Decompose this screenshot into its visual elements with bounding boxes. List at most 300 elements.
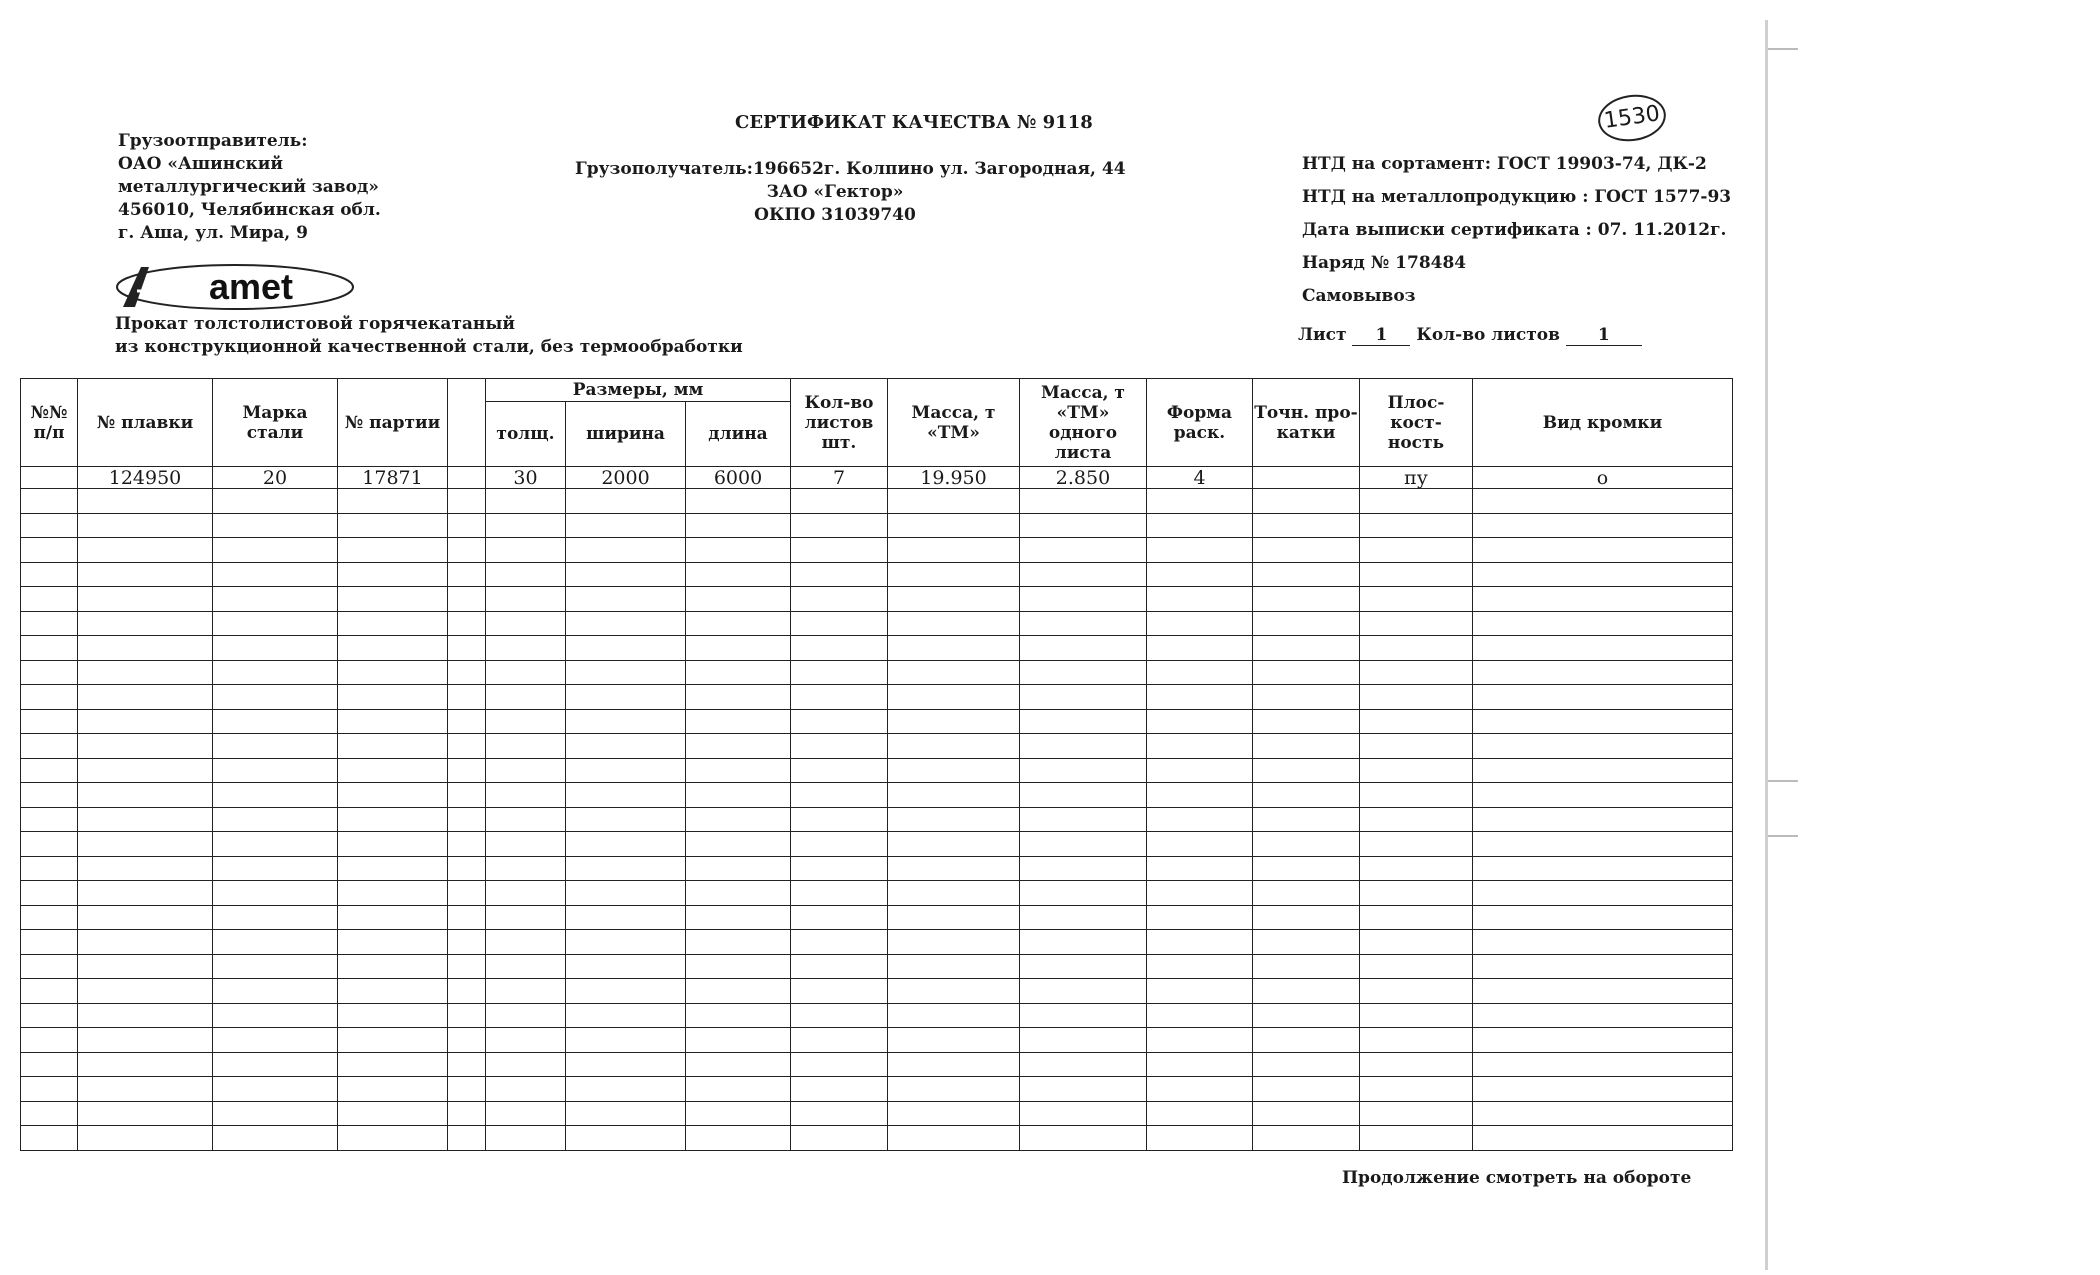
empty-cell: [78, 709, 213, 734]
empty-cell: [448, 1077, 486, 1102]
empty-cell: [1253, 905, 1360, 930]
empty-cell: [791, 709, 888, 734]
order-number: Наряд № 178484: [1302, 253, 1467, 273]
empty-cell: [338, 734, 448, 759]
empty-cell: [1360, 1077, 1473, 1102]
empty-cell: [888, 758, 1020, 783]
empty-cell: [1360, 709, 1473, 734]
header-count: Кол-во листов шт.: [791, 379, 888, 467]
empty-cell: [791, 538, 888, 563]
empty-cell: [486, 685, 566, 710]
empty-cell: [21, 758, 78, 783]
empty-cell: [78, 1052, 213, 1077]
empty-cell: [338, 636, 448, 661]
empty-cell: [338, 905, 448, 930]
cell-thickness: 30: [486, 467, 566, 489]
empty-cell: [566, 538, 686, 563]
empty-cell: [448, 783, 486, 808]
empty-cell: [213, 1101, 338, 1126]
empty-cell: [78, 1101, 213, 1126]
empty-cell: [888, 930, 1020, 955]
empty-cell: [448, 513, 486, 538]
empty-cell: [566, 905, 686, 930]
empty-cell: [791, 954, 888, 979]
empty-cell: [566, 856, 686, 881]
empty-cell: [1020, 538, 1147, 563]
sheet-count: 1: [1566, 325, 1642, 346]
empty-cell: [448, 1052, 486, 1077]
empty-cell: [888, 1101, 1020, 1126]
empty-cell: [1020, 513, 1147, 538]
empty-cell: [791, 562, 888, 587]
empty-cell: [888, 513, 1020, 538]
empty-cell: [1360, 685, 1473, 710]
empty-cell: [21, 1052, 78, 1077]
empty-cell: [448, 979, 486, 1004]
empty-cell: [1473, 513, 1733, 538]
empty-table-row: [21, 611, 1733, 636]
empty-cell: [566, 685, 686, 710]
empty-table-row: [21, 1126, 1733, 1151]
empty-cell: [78, 1077, 213, 1102]
header-mass-one: Масса, т «ТМ» одного листа: [1020, 379, 1147, 467]
empty-cell: [486, 1052, 566, 1077]
empty-cell: [338, 709, 448, 734]
empty-cell: [566, 611, 686, 636]
receiver-line: ОКПО 31039740: [754, 205, 916, 225]
empty-cell: [213, 954, 338, 979]
empty-cell: [1473, 832, 1733, 857]
empty-cell: [1147, 1077, 1253, 1102]
empty-cell: [338, 513, 448, 538]
empty-cell: [686, 881, 791, 906]
empty-table-row: [21, 783, 1733, 808]
empty-cell: [1473, 856, 1733, 881]
empty-cell: [1020, 905, 1147, 930]
empty-cell: [686, 783, 791, 808]
empty-cell: [448, 709, 486, 734]
empty-cell: [338, 1052, 448, 1077]
header-grade: Марка стали: [213, 379, 338, 467]
empty-cell: [1253, 954, 1360, 979]
empty-cell: [686, 807, 791, 832]
empty-cell: [888, 954, 1020, 979]
header-dimensions: Размеры, мм: [486, 379, 791, 402]
empty-cell: [1147, 905, 1253, 930]
empty-cell: [486, 1077, 566, 1102]
empty-cell: [566, 587, 686, 612]
empty-cell: [78, 979, 213, 1004]
empty-cell: [1147, 1052, 1253, 1077]
empty-cell: [486, 807, 566, 832]
empty-cell: [1020, 660, 1147, 685]
empty-cell: [448, 881, 486, 906]
empty-cell: [686, 1052, 791, 1077]
empty-cell: [686, 587, 791, 612]
cell-n: [21, 467, 78, 489]
empty-cell: [566, 930, 686, 955]
empty-cell: [791, 1101, 888, 1126]
empty-cell: [1473, 562, 1733, 587]
empty-cell: [1473, 611, 1733, 636]
empty-cell: [1020, 832, 1147, 857]
empty-cell: [686, 930, 791, 955]
empty-cell: [21, 611, 78, 636]
empty-cell: [486, 930, 566, 955]
empty-cell: [338, 1003, 448, 1028]
empty-cell: [1360, 489, 1473, 514]
empty-cell: [1020, 1101, 1147, 1126]
empty-cell: [888, 636, 1020, 661]
empty-cell: [1147, 930, 1253, 955]
empty-cell: [1020, 562, 1147, 587]
empty-cell: [448, 611, 486, 636]
empty-cell: [213, 1028, 338, 1053]
empty-cell: [1253, 660, 1360, 685]
empty-cell: [1253, 1126, 1360, 1151]
empty-cell: [213, 979, 338, 1004]
empty-cell: [338, 538, 448, 563]
empty-cell: [888, 1052, 1020, 1077]
empty-cell: [1360, 587, 1473, 612]
header-thickness: толщ.: [486, 402, 566, 467]
empty-cell: [448, 807, 486, 832]
empty-cell: [791, 513, 888, 538]
empty-cell: [686, 489, 791, 514]
empty-cell: [338, 1126, 448, 1151]
empty-cell: [1253, 881, 1360, 906]
empty-cell: [566, 734, 686, 759]
empty-cell: [791, 979, 888, 1004]
empty-cell: [21, 636, 78, 661]
empty-cell: [21, 881, 78, 906]
header-mass: Масса, т «ТМ»: [888, 379, 1020, 467]
empty-cell: [21, 832, 78, 857]
empty-cell: [1253, 709, 1360, 734]
empty-cell: [791, 587, 888, 612]
empty-cell: [78, 685, 213, 710]
empty-cell: [566, 979, 686, 1004]
empty-cell: [448, 905, 486, 930]
empty-cell: [566, 489, 686, 514]
empty-cell: [566, 758, 686, 783]
empty-cell: [21, 905, 78, 930]
empty-cell: [21, 1126, 78, 1151]
empty-cell: [21, 1101, 78, 1126]
empty-cell: [213, 734, 338, 759]
empty-cell: [1253, 538, 1360, 563]
empty-cell: [791, 660, 888, 685]
empty-cell: [888, 709, 1020, 734]
empty-cell: [888, 881, 1020, 906]
empty-cell: [791, 930, 888, 955]
empty-cell: [78, 562, 213, 587]
empty-cell: [1360, 1126, 1473, 1151]
empty-cell: [448, 930, 486, 955]
empty-cell: [1147, 611, 1253, 636]
empty-cell: [486, 905, 566, 930]
empty-cell: [1360, 807, 1473, 832]
empty-cell: [1147, 734, 1253, 759]
empty-cell: [1253, 489, 1360, 514]
empty-cell: [888, 538, 1020, 563]
empty-table-row: [21, 709, 1733, 734]
empty-table-row: [21, 636, 1733, 661]
empty-cell: [1147, 1101, 1253, 1126]
empty-cell: [888, 562, 1020, 587]
certificate-page: [0, 20, 1768, 1270]
empty-cell: [486, 489, 566, 514]
empty-table-row: [21, 489, 1733, 514]
empty-cell: [566, 709, 686, 734]
empty-cell: [566, 832, 686, 857]
empty-cell: [1147, 783, 1253, 808]
empty-cell: [566, 881, 686, 906]
empty-cell: [1253, 611, 1360, 636]
ntd-block: [1302, 148, 1731, 313]
empty-cell: [686, 734, 791, 759]
sender-line: 456010, Челябинская обл.: [118, 200, 381, 220]
empty-cell: [486, 611, 566, 636]
empty-cell: [213, 709, 338, 734]
empty-cell: [1020, 783, 1147, 808]
empty-cell: [686, 954, 791, 979]
empty-cell: [791, 636, 888, 661]
receiver-block: [575, 158, 1126, 227]
empty-cell: [78, 783, 213, 808]
empty-cell: [888, 905, 1020, 930]
empty-cell: [888, 734, 1020, 759]
cell-length: 6000: [686, 467, 791, 489]
product-line: из конструкционной качественной стали, без термообработки: [115, 337, 743, 357]
empty-cell: [1360, 758, 1473, 783]
sender-line: г. Аша, ул. Мира, 9: [118, 223, 308, 243]
header-precision: Точн. про- катки: [1253, 379, 1360, 467]
empty-cell: [566, 562, 686, 587]
empty-cell: [566, 954, 686, 979]
empty-cell: [338, 1028, 448, 1053]
empty-cell: [1473, 881, 1733, 906]
empty-cell: [213, 856, 338, 881]
empty-cell: [21, 587, 78, 612]
empty-cell: [78, 489, 213, 514]
empty-table-row: [21, 513, 1733, 538]
sender-label: Грузоотправитель:: [118, 131, 308, 151]
empty-cell: [1473, 734, 1733, 759]
logo-text: amet: [208, 266, 294, 307]
empty-cell: [448, 734, 486, 759]
sheet-number: 1: [1352, 325, 1410, 346]
empty-cell: [1473, 1077, 1733, 1102]
cell-width: 2000: [566, 467, 686, 489]
empty-cell: [21, 685, 78, 710]
empty-cell: [1253, 636, 1360, 661]
empty-cell: [1147, 685, 1253, 710]
empty-cell: [791, 807, 888, 832]
cell-form: 4: [1147, 467, 1253, 489]
empty-cell: [888, 783, 1020, 808]
certificate-table: [20, 378, 1733, 1151]
empty-cell: [21, 538, 78, 563]
empty-cell: [1473, 1101, 1733, 1126]
empty-cell: [448, 758, 486, 783]
empty-cell: [566, 1003, 686, 1028]
empty-cell: [686, 758, 791, 783]
empty-cell: [791, 881, 888, 906]
empty-cell: [1020, 709, 1147, 734]
empty-cell: [1147, 538, 1253, 563]
empty-cell: [338, 489, 448, 514]
empty-cell: [791, 905, 888, 930]
cell-melt: 124950: [78, 467, 213, 489]
empty-cell: [448, 1126, 486, 1151]
empty-cell: [1020, 1028, 1147, 1053]
empty-cell: [486, 1126, 566, 1151]
empty-table-row: [21, 538, 1733, 563]
empty-cell: [448, 954, 486, 979]
empty-cell: [1147, 881, 1253, 906]
empty-cell: [888, 1028, 1020, 1053]
empty-cell: [486, 660, 566, 685]
empty-cell: [1020, 734, 1147, 759]
empty-cell: [686, 1028, 791, 1053]
empty-cell: [1147, 807, 1253, 832]
amet-logo: [115, 263, 355, 311]
empty-cell: [213, 930, 338, 955]
sender-line: ОАО «Ашинский: [118, 154, 284, 174]
empty-cell: [1147, 709, 1253, 734]
empty-cell: [791, 611, 888, 636]
empty-cell: [338, 930, 448, 955]
empty-cell: [213, 783, 338, 808]
empty-cell: [1473, 979, 1733, 1004]
empty-cell: [21, 1028, 78, 1053]
empty-cell: [1147, 562, 1253, 587]
empty-cell: [486, 856, 566, 881]
empty-cell: [1360, 1101, 1473, 1126]
empty-cell: [1360, 538, 1473, 563]
empty-cell: [486, 1003, 566, 1028]
empty-cell: [686, 905, 791, 930]
empty-cell: [686, 685, 791, 710]
empty-cell: [1253, 562, 1360, 587]
empty-table-row: [21, 1003, 1733, 1028]
cell-grade: 20: [213, 467, 338, 489]
empty-cell: [78, 636, 213, 661]
empty-table-row: [21, 685, 1733, 710]
empty-cell: [21, 783, 78, 808]
empty-cell: [448, 1003, 486, 1028]
empty-cell: [21, 856, 78, 881]
empty-cell: [338, 807, 448, 832]
empty-cell: [1147, 489, 1253, 514]
empty-cell: [1360, 562, 1473, 587]
empty-cell: [686, 611, 791, 636]
empty-cell: [1147, 587, 1253, 612]
empty-cell: [1020, 930, 1147, 955]
empty-cell: [448, 1101, 486, 1126]
empty-cell: [791, 734, 888, 759]
header-edge: Вид кромки: [1473, 379, 1733, 467]
empty-cell: [213, 538, 338, 563]
empty-cell: [448, 832, 486, 857]
empty-cell: [791, 758, 888, 783]
empty-cell: [1473, 954, 1733, 979]
empty-cell: [1360, 611, 1473, 636]
empty-cell: [338, 587, 448, 612]
table-body: [21, 467, 1733, 1151]
empty-cell: [791, 832, 888, 857]
empty-cell: [213, 807, 338, 832]
empty-cell: [566, 660, 686, 685]
cell-mass: 19.950: [888, 467, 1020, 489]
empty-cell: [1253, 758, 1360, 783]
empty-cell: [213, 562, 338, 587]
empty-cell: [1473, 758, 1733, 783]
empty-cell: [486, 636, 566, 661]
empty-cell: [1253, 856, 1360, 881]
empty-cell: [1253, 1101, 1360, 1126]
empty-cell: [78, 1003, 213, 1028]
empty-cell: [1020, 587, 1147, 612]
empty-cell: [1147, 979, 1253, 1004]
empty-cell: [686, 1101, 791, 1126]
empty-cell: [338, 660, 448, 685]
empty-cell: [686, 636, 791, 661]
empty-cell: [448, 489, 486, 514]
empty-cell: [566, 1077, 686, 1102]
empty-cell: [791, 1126, 888, 1151]
empty-cell: [448, 636, 486, 661]
empty-cell: [1253, 783, 1360, 808]
empty-cell: [686, 856, 791, 881]
empty-cell: [1360, 513, 1473, 538]
empty-cell: [1360, 856, 1473, 881]
empty-cell: [21, 930, 78, 955]
empty-cell: [486, 734, 566, 759]
empty-table-row: [21, 1052, 1733, 1077]
sender-line: металлургический завод»: [118, 177, 379, 197]
header-width: ширина: [566, 402, 686, 467]
empty-cell: [338, 979, 448, 1004]
empty-cell: [566, 513, 686, 538]
empty-cell: [1360, 954, 1473, 979]
empty-cell: [486, 1101, 566, 1126]
empty-cell: [686, 832, 791, 857]
empty-cell: [791, 783, 888, 808]
empty-cell: [1253, 832, 1360, 857]
empty-cell: [21, 513, 78, 538]
empty-cell: [78, 660, 213, 685]
empty-cell: [888, 685, 1020, 710]
empty-cell: [448, 660, 486, 685]
empty-cell: [888, 807, 1020, 832]
empty-cell: [213, 587, 338, 612]
sheet-info: [1298, 325, 1642, 346]
empty-table-row: [21, 587, 1733, 612]
empty-cell: [1473, 807, 1733, 832]
cell-count: 7: [791, 467, 888, 489]
empty-cell: [1473, 783, 1733, 808]
empty-cell: [1360, 930, 1473, 955]
empty-cell: [1360, 881, 1473, 906]
cell-mass-one: 2.850: [1020, 467, 1147, 489]
empty-table-row: [21, 1101, 1733, 1126]
empty-cell: [78, 807, 213, 832]
empty-cell: [1147, 1028, 1253, 1053]
empty-cell: [1473, 538, 1733, 563]
empty-cell: [486, 979, 566, 1004]
